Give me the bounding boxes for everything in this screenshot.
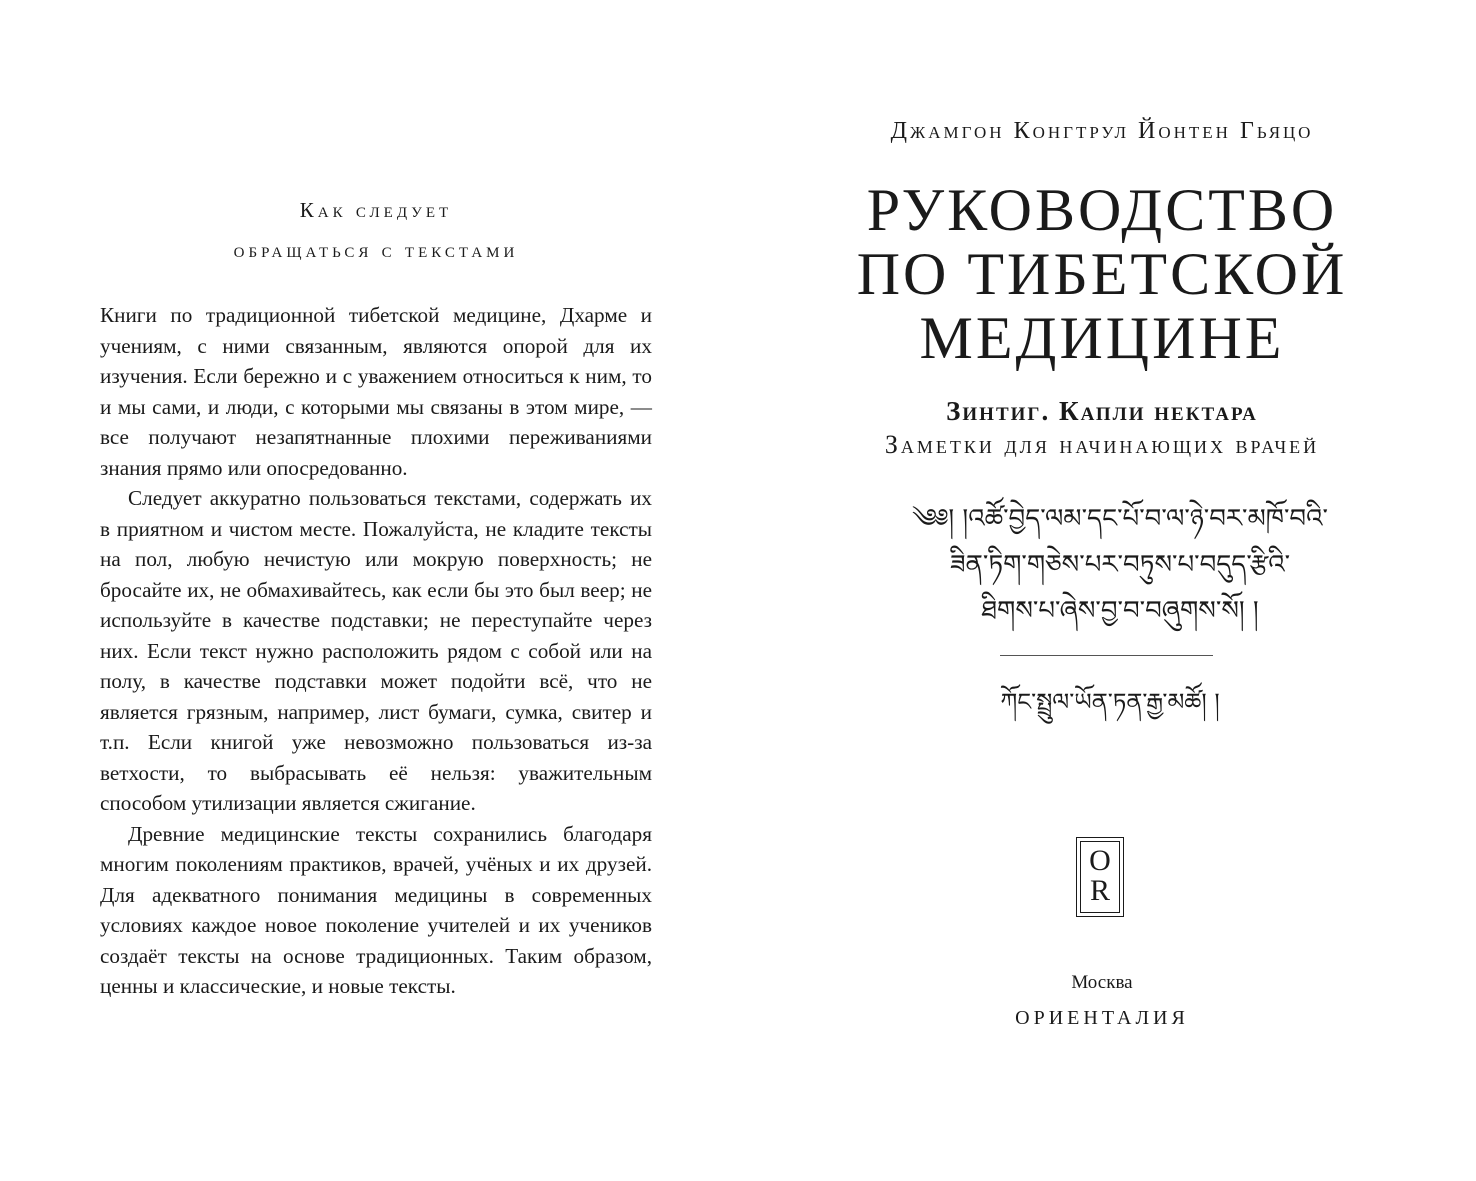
paragraph-2: Следует аккуратно пользоваться текстами, содержать их в приятном и чистом месте. Пожалуйста, не кладите тексты на пол, любую нечистую или мокрую поверхность; не бросайте их, не обмахивайтесь, как если бы это был веер; не используйте в качестве подставки; не переступайте через них. Если текст нужно расположить рядом с собой или на полу, в качестве подставки может подойти всё, что не является грязным, например, лист бумаги, сумка, свитер и т.п. Если книгой уже невозможно пользоваться из-за ветхости, то выбрасывать её нельзя: уважительным способом утилизации является сжигание. (100, 486, 652, 815)
heading-line-1: Как следует (299, 198, 453, 222)
tibetan-line-3: ཐིགས་པ་ཞེས་བྱ་བ་བཞུགས་སོ། ། (981, 596, 1259, 626)
title-line-2: ПО ТИБЕТСКОЙ (856, 241, 1348, 307)
section-heading (100, 190, 652, 270)
left-page (100, 190, 652, 1002)
subtitle-secondary: Заметки для начинающих врачей (884, 430, 1320, 459)
tibetan-line-1: ༄༅། །འཚོ་བྱེད་ལམ་དང་པོ་བ་ལ་ཉེ་བར་མཁོ་བའི་ (912, 504, 1328, 534)
publication-city: Москва (1071, 972, 1133, 993)
tibetan-line-2: ཟིན་ཏིག་གཅེས་པར་བཏུས་པ་བདུད་རྩིའི་ (949, 550, 1291, 580)
heading-line-2: обращаться с текстами (233, 238, 519, 262)
publisher-logo (1076, 837, 1124, 917)
body-text (100, 300, 652, 1002)
paragraph-1: Книги по традиционной тибетской медицине, Дхарме и учениям, с ними связанным, являются опорой для их изучения. Если бережно и с уважением относиться к ним, то и мы сами, и люди, с которыми мы связаны в этом мире, — все получают незапятнанные плохими переживаниями знания прямо или опосредованно. (100, 303, 652, 480)
paragraph-3: Древние медицинские тексты сохранились благодаря многим поколениям практиков, врачей, учёных и их друзей. Для адекватного понимания медицины в современных условиях каждое новое поколение учителей и их учеников создаёт тексты на основе традиционных. Таким образом, ценны и классические, и новые тексты. (100, 821, 652, 998)
tibetan-title (860, 496, 1380, 634)
publisher-name: ОРИЕНТАЛИЯ (1015, 1007, 1189, 1029)
logo-letter-r: R (1089, 874, 1110, 907)
book-title (800, 178, 1404, 370)
right-page (800, 0, 1404, 1181)
title-line-3: МЕДИЦИНЕ (919, 305, 1285, 371)
author-name: Джамгон Конгтрул Йонтен Гьяцо (890, 118, 1314, 144)
title-line-1: РУКОВОДСТВО (866, 177, 1338, 243)
logo-letter-o: O (1089, 844, 1111, 877)
divider-rule (1000, 655, 1213, 656)
subtitle-primary: Зинтиг. Капли нектара (946, 396, 1258, 426)
tibetan-author-name: ཀོང་སྤྲུལ་ཡོན་ཏན་རྒྱ་མཚོ། ། (1000, 688, 1220, 716)
